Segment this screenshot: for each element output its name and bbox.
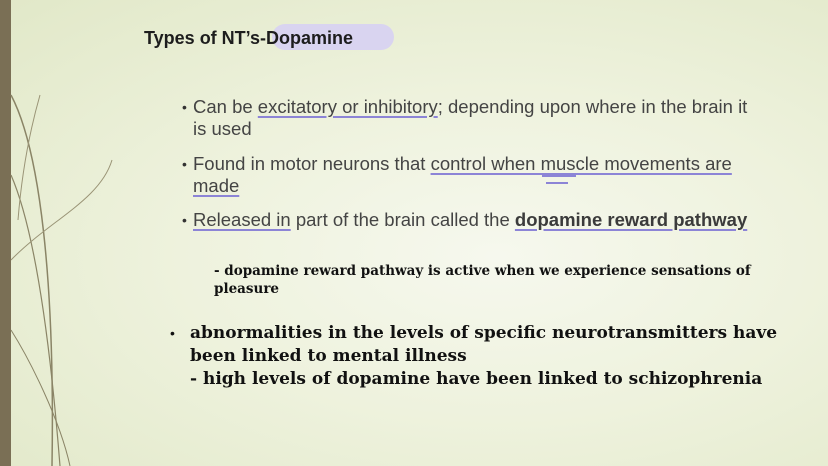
- title-block: [144, 25, 353, 51]
- bullet-dot: •: [170, 325, 175, 341]
- underlined-text: Released in: [193, 209, 291, 230]
- bullet-text: [190, 322, 805, 391]
- bullet-text-part: ; depending upon where in the brain it is used: [193, 96, 748, 139]
- main-bullet-text: abnormalities in the levels of specific neurotransmitters have been linked to mental illness: [190, 323, 778, 366]
- bullet-text: [193, 153, 753, 197]
- bullet-dot: •: [182, 99, 187, 115]
- bullet-dot: •: [182, 212, 187, 228]
- page-title: Types of NT’s-Dopamine: [144, 28, 354, 48]
- pen-scribble: [540, 172, 580, 188]
- sub-note-pleasure: - dopamine reward pathway is active when we experience sensations of pleasure: [214, 263, 751, 297]
- underlined-text: control when muscle movements are made: [193, 153, 732, 196]
- bullet-text-part: part of the brain called the: [290, 209, 515, 230]
- bullet-dot: •: [182, 156, 187, 172]
- bold-underlined-text: dopamine reward pathway: [514, 209, 748, 230]
- bullet-text: [193, 96, 753, 140]
- main-sub-text: - high levels of dopamine have been linked to schizophrenia: [190, 369, 763, 389]
- underlined-text: excitatory or inhibitory: [257, 96, 438, 117]
- bullet-text: [193, 209, 753, 231]
- bullet-text-part: Can be: [193, 96, 258, 117]
- decorative-fern-lines: [0, 0, 120, 466]
- bullet-text-part: Found in motor neurons that: [193, 153, 431, 174]
